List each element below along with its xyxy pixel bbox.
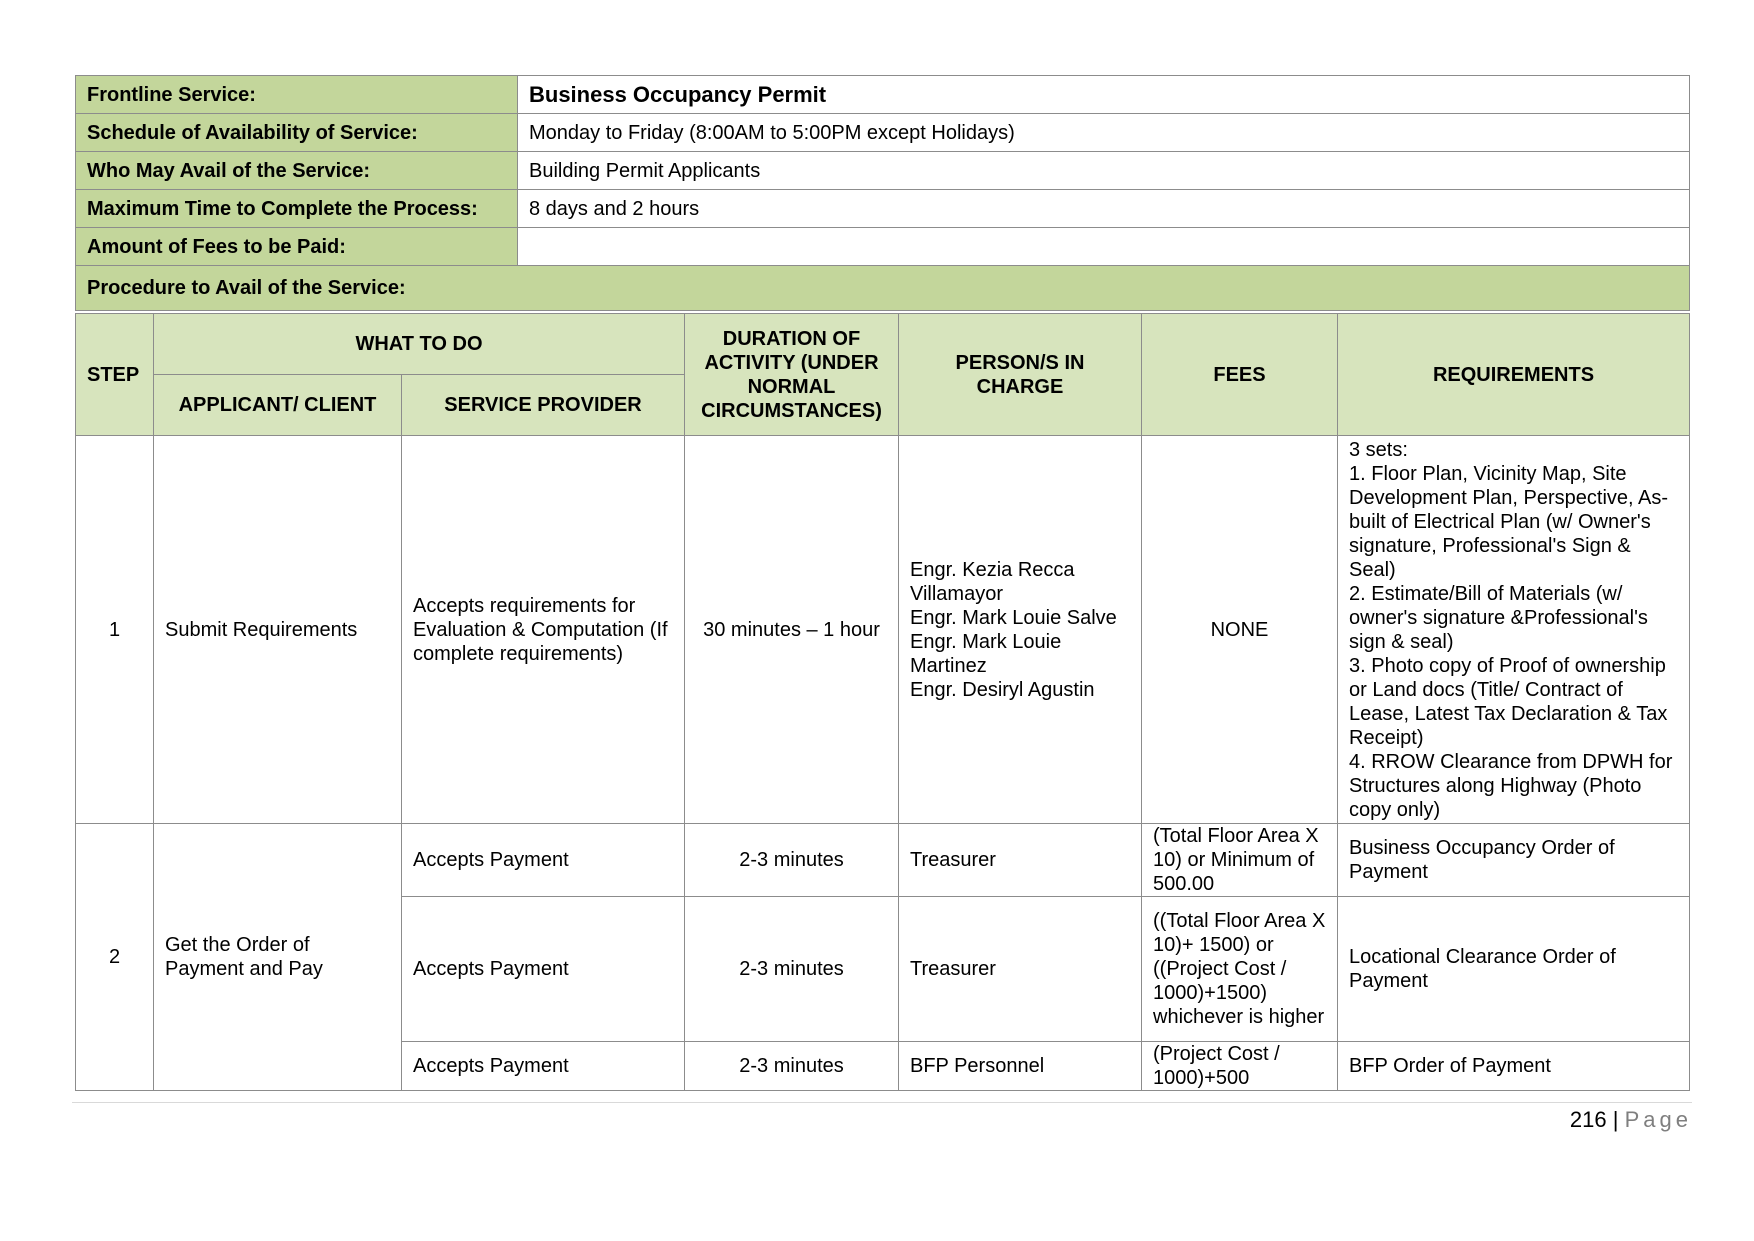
requirements-header: REQUIREMENTS (1338, 314, 1690, 436)
schedule-label: Schedule of Availability of Service: (76, 114, 518, 152)
requirement-item: 3. Photo copy of Proof of ownership or Land docs (Title/ Contract of Lease, Latest Tax Declaration & Tax Receipt) (1349, 654, 1668, 749)
provider-action: Accepts requirements for Evaluation & Computation (If complete requirements) (402, 436, 685, 824)
step-header: STEP (76, 314, 154, 436)
person-name: Engr. Mark Louie Martinez (910, 630, 1062, 677)
footer-divider (72, 1102, 1692, 1103)
schedule-row (76, 114, 1690, 152)
requirements-cell: Business Occupancy Order of Payment (1338, 824, 1690, 897)
step-number: 2 (76, 824, 154, 1091)
max-time-row (76, 190, 1690, 228)
requirement-item: 3 sets: (1349, 438, 1408, 461)
who-value: Building Permit Applicants (518, 152, 1690, 190)
provider-action: Accepts Payment (402, 1042, 685, 1091)
service-info-table (75, 75, 1690, 311)
requirement-item: 2. Estimate/Bill of Materials (w/ owner's signature &Professional's sign & seal) (1349, 582, 1648, 653)
requirement-item: 1. Floor Plan, Vicinity Map, Site Development Plan, Perspective, As-built of Electrical Plan (w/ Owner's signature, Professional's Sign & Seal) (1349, 462, 1669, 581)
person-cell: BFP Personnel (899, 1042, 1142, 1091)
who-row (76, 152, 1690, 190)
max-time-label: Maximum Time to Complete the Process: (76, 190, 518, 228)
duration-cell: 2-3 minutes (685, 1042, 899, 1091)
fees-label: Amount of Fees to be Paid: (76, 228, 518, 266)
person-name: Engr. Mark Louie Salve (910, 606, 1117, 629)
procedure-table (75, 313, 1690, 1091)
applicant-action: Submit Requirements (154, 436, 402, 824)
page-number: 216 (1569, 1107, 1607, 1132)
duration-header: DURATION OF ACTIVITY (UNDER NORMAL CIRCUMSTANCES) (685, 314, 899, 436)
procedure-row (76, 266, 1690, 311)
fees-row (76, 228, 1690, 266)
person-name: Engr. Kezia Recca Villamayor (910, 558, 1075, 605)
fees-value (518, 228, 1690, 266)
provider-action: Accepts Payment (402, 824, 685, 897)
person-cell: Treasurer (899, 824, 1142, 897)
max-time-value: 8 days and 2 hours (518, 190, 1690, 228)
step-number: 1 (76, 436, 154, 824)
table-row (76, 436, 1690, 824)
fees-header: FEES (1142, 314, 1338, 436)
procedure-label: Procedure to Avail of the Service: (76, 266, 1690, 311)
provider-header: SERVICE PROVIDER (402, 375, 685, 436)
what-to-do-header: WHAT TO DO (154, 314, 685, 375)
duration-cell: 30 minutes – 1 hour (685, 436, 899, 824)
frontline-value: Business Occupancy Permit (518, 76, 1690, 114)
table-row (76, 824, 1690, 897)
frontline-label: Frontline Service: (76, 76, 518, 114)
requirement-item: 4. RROW Clearance from DPWH for Structures along Highway (Photo copy only) (1349, 750, 1673, 821)
duration-cell: 2-3 minutes (685, 824, 899, 897)
applicant-action: Get the Order of Payment and Pay (154, 824, 402, 1091)
fees-cell: ((Total Floor Area X 10)+ 1500) or ((Project Cost / 1000)+1500) whichever is higher (1142, 897, 1338, 1042)
fees-cell: (Project Cost / 1000)+500 (1142, 1042, 1338, 1091)
requirements-cell: Locational Clearance Order of Payment (1338, 897, 1690, 1042)
applicant-header: APPLICANT/ CLIENT (154, 375, 402, 436)
page-word: Page (1624, 1107, 1692, 1132)
schedule-value: Monday to Friday (8:00AM to 5:00PM except Holidays) (518, 114, 1690, 152)
requirements-cell (1338, 436, 1690, 824)
persons-cell (899, 436, 1142, 824)
fees-cell: NONE (1142, 436, 1338, 824)
requirements-cell: BFP Order of Payment (1338, 1042, 1690, 1091)
person-header: PERSON/S IN CHARGE (899, 314, 1142, 436)
who-label: Who May Avail of the Service: (76, 152, 518, 190)
page-separator: | (1612, 1107, 1619, 1132)
provider-action: Accepts Payment (402, 897, 685, 1042)
frontline-row (76, 76, 1690, 114)
fees-cell: (Total Floor Area X 10) or Minimum of 500.00 (1142, 824, 1338, 897)
person-name: Engr. Desiryl Agustin (910, 678, 1095, 701)
person-cell: Treasurer (899, 897, 1142, 1042)
header-row-1 (76, 314, 1690, 375)
duration-cell: 2-3 minutes (685, 897, 899, 1042)
page-footer (1570, 1106, 1692, 1134)
